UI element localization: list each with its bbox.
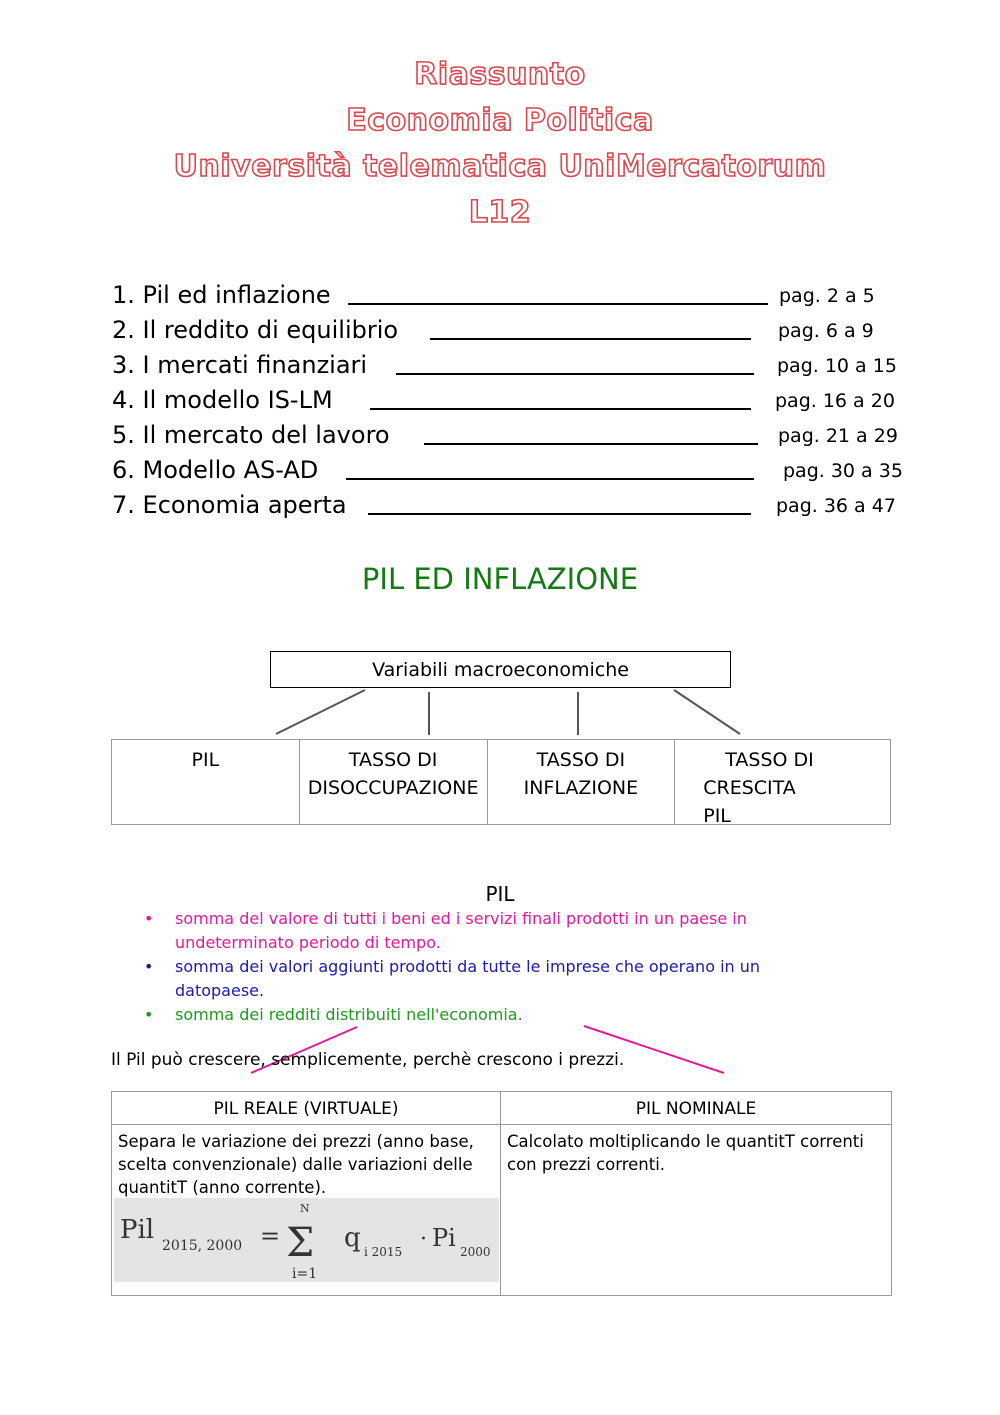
formula-q-sub: i 2015 bbox=[364, 1245, 403, 1259]
formula-p: Pi bbox=[432, 1224, 456, 1252]
diagram-child-pil bbox=[112, 740, 300, 824]
formula-upper: N bbox=[300, 1202, 310, 1215]
toc-entry-label: 3. I mercati finanziari bbox=[112, 351, 368, 379]
cell-text: PIL bbox=[703, 805, 731, 827]
toc-entry-pages: pag. 10 a 15 bbox=[777, 355, 897, 377]
pil-comparison-table bbox=[111, 1091, 892, 1296]
formula-lower: i=1 bbox=[292, 1266, 318, 1282]
formula-p-sub: 2000 bbox=[460, 1245, 491, 1259]
column-divider bbox=[500, 1092, 501, 1295]
formula-equals: = bbox=[260, 1222, 281, 1250]
formula-q: q bbox=[344, 1223, 361, 1253]
toc-entry-label: 5. Il mercato del lavoro bbox=[112, 421, 390, 449]
cell-text: TASSO DI bbox=[725, 749, 814, 771]
title-line-3: Università telematica UniMercatorum bbox=[173, 149, 827, 184]
section-heading: PIL ED INFLAZIONE bbox=[361, 562, 639, 596]
cell-text: TASSO DI bbox=[348, 749, 438, 771]
list-item bbox=[140, 907, 840, 955]
cell-text: TASSO DI bbox=[536, 749, 626, 771]
pil-heading: PIL bbox=[485, 882, 515, 906]
bullet-icon: • bbox=[144, 1005, 154, 1024]
formula-lhs: Pil bbox=[120, 1215, 155, 1245]
toc-entry-pages: pag. 36 a 47 bbox=[776, 495, 896, 517]
formula-dot: · bbox=[420, 1227, 427, 1252]
toc-entry-pages: pag. 2 a 5 bbox=[779, 285, 875, 307]
formula-sigma: Σ bbox=[286, 1220, 315, 1266]
definition-text: somma dei redditi distribuiti nell'economia. bbox=[175, 1005, 523, 1024]
cell-text: CRESCITA bbox=[703, 777, 796, 799]
title-line-2: Economia Politica bbox=[346, 103, 654, 138]
bullet-icon: • bbox=[144, 909, 154, 928]
toc-entry-pages: pag. 16 a 20 bbox=[775, 390, 895, 412]
header-pil-nominale: PIL NOMINALE bbox=[501, 1092, 891, 1125]
definition-text: somma dei valori aggiunti prodotti da tutte le imprese che operano in un datopaese. bbox=[175, 957, 761, 1000]
cell-text: DISOCCUPAZIONE bbox=[307, 777, 479, 799]
formula-lhs-sub: 2015, 2000 bbox=[162, 1238, 243, 1254]
toc-entry-label: 6. Modello AS-AD bbox=[112, 456, 319, 484]
toc-entry-label: 7. Economia aperta bbox=[112, 491, 347, 519]
pil-formula-image bbox=[114, 1198, 499, 1282]
diagram-child-disoccupazione bbox=[300, 740, 488, 824]
handwritten-formula bbox=[114, 1198, 499, 1282]
toc-entry-pages: pag. 6 a 9 bbox=[778, 320, 874, 342]
header-pil-reale: PIL REALE (VIRTUALE) bbox=[112, 1092, 500, 1125]
toc-entry-label: 1. Pil ed inflazione bbox=[112, 281, 331, 309]
diagram-root-box: Variabili macroeconomiche bbox=[270, 651, 731, 688]
list-item bbox=[140, 1003, 840, 1027]
pil-note: Il Pil può crescere, semplicemente, perchè crescono i prezzi. bbox=[111, 1050, 625, 1070]
connector-line bbox=[276, 690, 365, 734]
bullet-icon: • bbox=[144, 957, 154, 976]
pil-reale-text: Separa le variazione dei prezzi (anno base, scelta convenzionale) dalle variazioni delle quantitT (anno corrente). bbox=[118, 1132, 474, 1197]
cell-text: INFLAZIONE bbox=[523, 777, 639, 799]
title-line-4: L12 bbox=[468, 195, 532, 230]
toc-entry-label: 2. Il reddito di equilibrio bbox=[112, 316, 399, 344]
title-line-1: Riassunto bbox=[414, 57, 586, 92]
list-item bbox=[140, 955, 840, 1003]
diagram-children bbox=[111, 739, 891, 825]
definition-text: somma del valore di tutti i beni ed i servizi finali prodotti in un paese in undeterminato periodo di tempo. bbox=[175, 909, 747, 952]
toc-entry-label: 4. Il modello IS-LM bbox=[112, 386, 333, 414]
toc-entry-pages: pag. 30 a 35 bbox=[783, 460, 903, 482]
cell-text: PIL bbox=[191, 749, 220, 771]
toc-entry-pages: pag. 21 a 29 bbox=[778, 425, 898, 447]
connector-line bbox=[674, 690, 740, 734]
pil-definitions bbox=[140, 907, 840, 1027]
diagram-child-crescita bbox=[675, 740, 890, 827]
diagram-child-inflazione bbox=[488, 740, 676, 824]
pil-nominale-text: Calcolato moltiplicando le quantitT correnti con prezzi correnti. bbox=[507, 1132, 864, 1174]
